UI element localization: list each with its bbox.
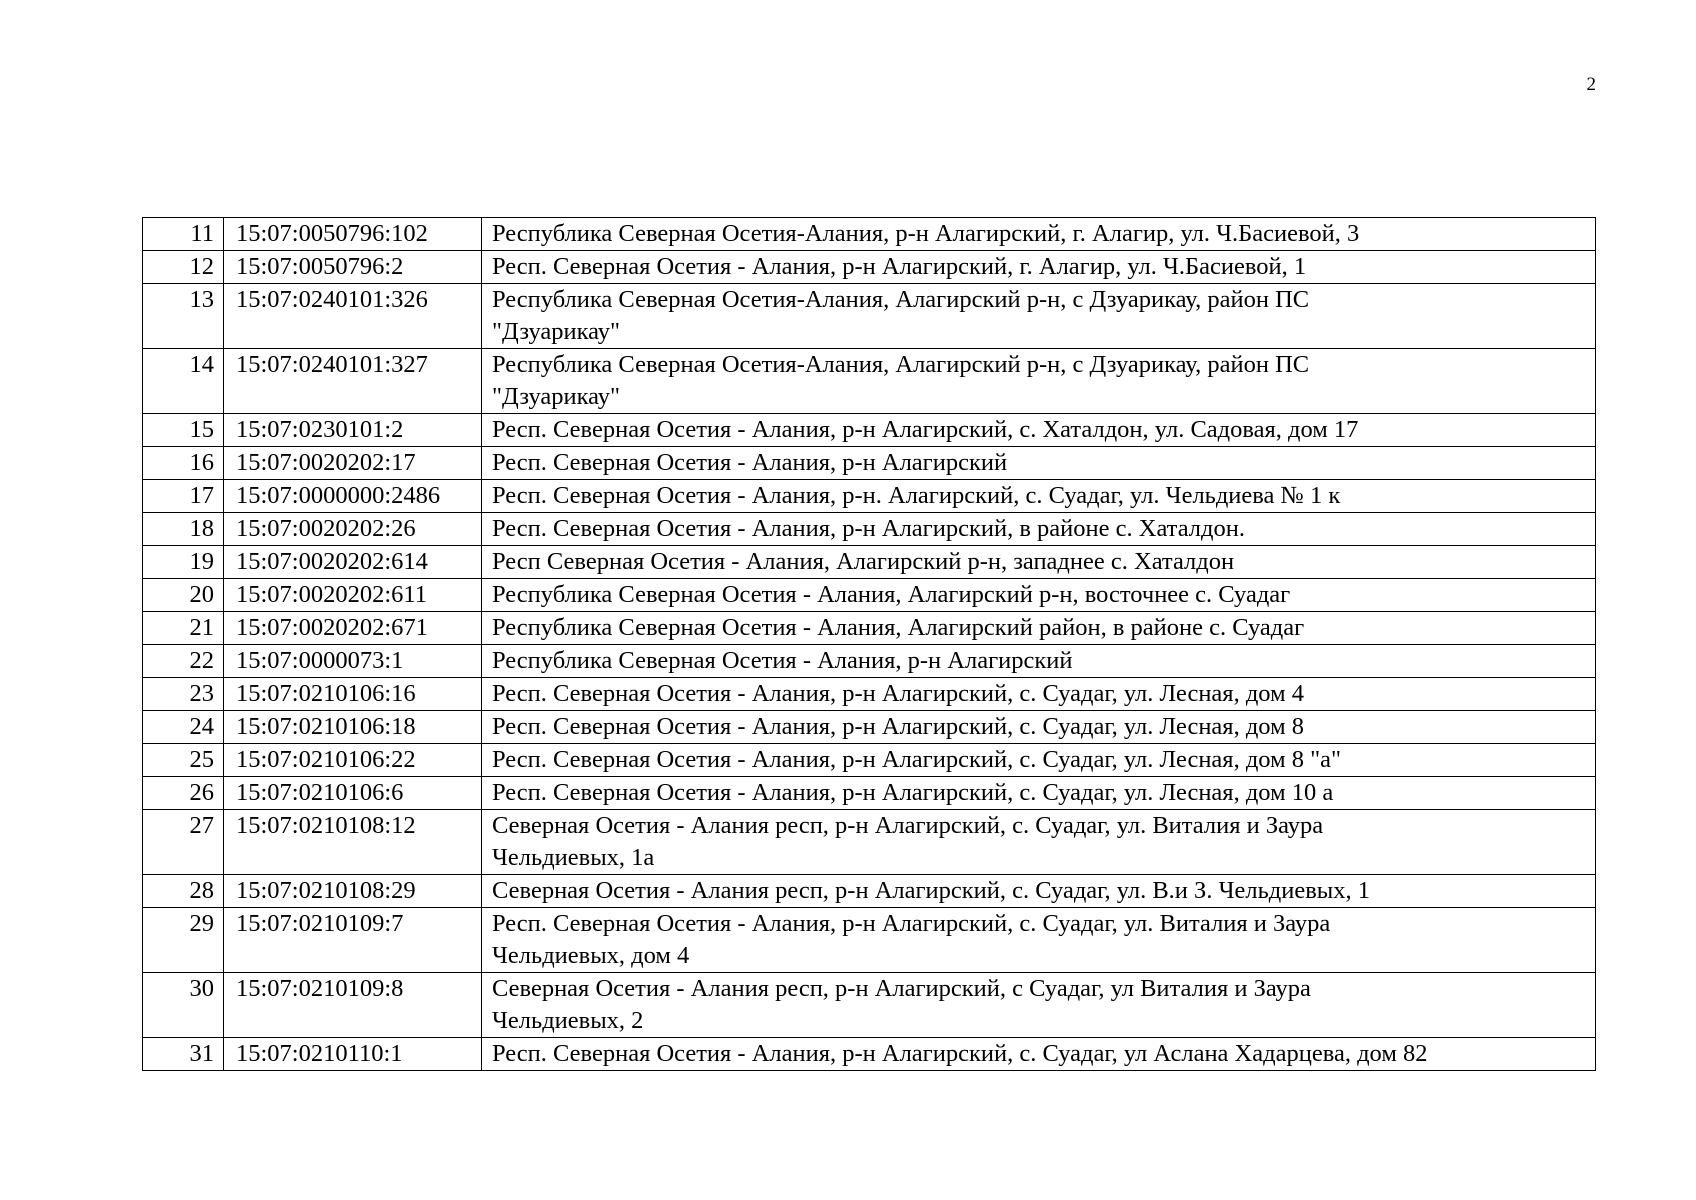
table-row <box>143 678 1596 711</box>
row-number-cell: 31 <box>143 1038 224 1071</box>
row-number-cell: 16 <box>143 447 224 480</box>
address-cell: Респ. Северная Осетия - Алания, р-н Алагирский, с. Суадаг, ул. Виталия и Заура Чельдиевых, дом 4 <box>482 908 1596 973</box>
cadastral-number-cell: 15:07:0050796:102 <box>224 218 482 251</box>
row-number-cell: 21 <box>143 612 224 645</box>
address-cell: Респ. Северная Осетия - Алания, р-н Алагирский, с. Суадаг, ул. Лесная, дом 10 а <box>482 777 1596 810</box>
table-row <box>143 349 1596 414</box>
cadastral-number-cell: 15:07:0020202:17 <box>224 447 482 480</box>
table-row <box>143 513 1596 546</box>
cadastral-number-cell: 15:07:0230101:2 <box>224 414 482 447</box>
table-row <box>143 875 1596 908</box>
cadastral-number-cell: 15:07:0210106:16 <box>224 678 482 711</box>
address-cell: Респ. Северная Осетия - Алания, р-н Алагирский, с. Суадаг, ул. Лесная, дом 8 "а" <box>482 744 1596 777</box>
address-cell: Северная Осетия - Алания респ, р-н Алагирский, с Суадаг, ул Виталия и Заура Чельдиевых, 2 <box>482 973 1596 1038</box>
row-number-cell: 14 <box>143 349 224 414</box>
table-row <box>143 777 1596 810</box>
cadastral-number-cell: 15:07:0020202:611 <box>224 579 482 612</box>
address-cell: Респ. Северная Осетия - Алания, р-н Алагирский <box>482 447 1596 480</box>
row-number-cell: 13 <box>143 284 224 349</box>
row-number-cell: 28 <box>143 875 224 908</box>
address-cell: Северная Осетия - Алания респ, р-н Алагирский, с. Суадаг, ул. Виталия и Заура Чельдиевых, 1а <box>482 810 1596 875</box>
row-number-cell: 17 <box>143 480 224 513</box>
land-plot-table <box>142 217 1596 1071</box>
cadastral-number-cell: 15:07:0050796:2 <box>224 251 482 284</box>
address-cell: Респ. Северная Осетия - Алания, р-н Алагирский, с. Хаталдон, ул. Садовая, дом 17 <box>482 414 1596 447</box>
row-number-cell: 26 <box>143 777 224 810</box>
table-row <box>143 546 1596 579</box>
table-row <box>143 1038 1596 1071</box>
cadastral-number-cell: 15:07:0210108:29 <box>224 875 482 908</box>
cadastral-number-cell: 15:07:0210106:6 <box>224 777 482 810</box>
address-cell: Северная Осетия - Алания респ, р-н Алагирский, с. Суадаг, ул. В.и З. Чельдиевых, 1 <box>482 875 1596 908</box>
address-cell: Республика Северная Осетия-Алания, р-н Алагирский, г. Алагир, ул. Ч.Басиевой, 3 <box>482 218 1596 251</box>
address-cell: Респ. Северная Осетия - Алания, р-н Алагирский, с. Суадаг, ул. Лесная, дом 4 <box>482 678 1596 711</box>
address-cell: Республика Северная Осетия-Алания, Алагирский р-н, с Дзуарикау, район ПС "Дзуарикау" <box>482 349 1596 414</box>
cadastral-number-cell: 15:07:0020202:26 <box>224 513 482 546</box>
address-cell: Респ. Северная Осетия - Алания, р-н. Алагирский, с. Суадаг, ул. Чельдиева № 1 к <box>482 480 1596 513</box>
row-number-cell: 12 <box>143 251 224 284</box>
cadastral-number-cell: 15:07:0210110:1 <box>224 1038 482 1071</box>
row-number-cell: 18 <box>143 513 224 546</box>
row-number-cell: 24 <box>143 711 224 744</box>
table-body <box>143 218 1596 1071</box>
table-row <box>143 744 1596 777</box>
address-cell: Республика Северная Осетия - Алания, Алагирский р-н, восточнее с. Суадаг <box>482 579 1596 612</box>
table-row <box>143 414 1596 447</box>
cadastral-number-cell: 15:07:0000073:1 <box>224 645 482 678</box>
address-cell: Республика Северная Осетия - Алания, Алагирский район, в районе с. Суадаг <box>482 612 1596 645</box>
cadastral-number-cell: 15:07:0210106:22 <box>224 744 482 777</box>
row-number-cell: 30 <box>143 973 224 1038</box>
table-row <box>143 251 1596 284</box>
row-number-cell: 23 <box>143 678 224 711</box>
table-row <box>143 908 1596 973</box>
address-cell: Республика Северная Осетия - Алания, р-н Алагирский <box>482 645 1596 678</box>
table-row <box>143 810 1596 875</box>
address-cell: Респ. Северная Осетия - Алания, р-н Алагирский, г. Алагир, ул. Ч.Басиевой, 1 <box>482 251 1596 284</box>
page-number: 2 <box>1586 74 1596 95</box>
cadastral-number-cell: 15:07:0210108:12 <box>224 810 482 875</box>
cadastral-number-cell: 15:07:0210109:7 <box>224 908 482 973</box>
row-number-cell: 25 <box>143 744 224 777</box>
cadastral-number-cell: 15:07:0020202:614 <box>224 546 482 579</box>
row-number-cell: 22 <box>143 645 224 678</box>
address-cell: Респ. Северная Осетия - Алания, р-н Алагирский, с. Суадаг, ул Аслана Хадарцева, дом 82 <box>482 1038 1596 1071</box>
table-row <box>143 612 1596 645</box>
row-number-cell: 20 <box>143 579 224 612</box>
row-number-cell: 29 <box>143 908 224 973</box>
table-row <box>143 447 1596 480</box>
table-row <box>143 480 1596 513</box>
row-number-cell: 11 <box>143 218 224 251</box>
table-row <box>143 579 1596 612</box>
address-cell: Респ. Северная Осетия - Алания, р-н Алагирский, с. Суадаг, ул. Лесная, дом 8 <box>482 711 1596 744</box>
address-cell: Республика Северная Осетия-Алания, Алагирский р-н, с Дзуарикау, район ПС "Дзуарикау" <box>482 284 1596 349</box>
address-cell: Респ Северная Осетия - Алания, Алагирский р-н, западнее с. Хаталдон <box>482 546 1596 579</box>
row-number-cell: 19 <box>143 546 224 579</box>
table-row <box>143 973 1596 1038</box>
table-row <box>143 645 1596 678</box>
cadastral-number-cell: 15:07:0210106:18 <box>224 711 482 744</box>
table-row <box>143 218 1596 251</box>
cadastral-number-cell: 15:07:0020202:671 <box>224 612 482 645</box>
row-number-cell: 15 <box>143 414 224 447</box>
cadastral-number-cell: 15:07:0240101:327 <box>224 349 482 414</box>
address-cell: Респ. Северная Осетия - Алания, р-н Алагирский, в районе с. Хаталдон. <box>482 513 1596 546</box>
cadastral-number-cell: 15:07:0210109:8 <box>224 973 482 1038</box>
row-number-cell: 27 <box>143 810 224 875</box>
table-row <box>143 711 1596 744</box>
cadastral-number-cell: 15:07:0000000:2486 <box>224 480 482 513</box>
cadastral-number-cell: 15:07:0240101:326 <box>224 284 482 349</box>
table-row <box>143 284 1596 349</box>
